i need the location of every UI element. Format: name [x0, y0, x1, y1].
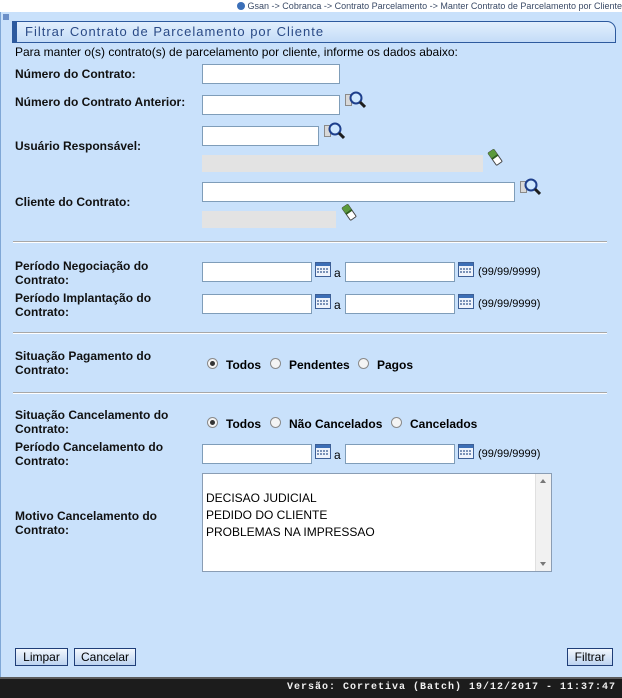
section-divider: [13, 332, 607, 334]
periodo-implantacao-format-hint: (99/99/9999): [478, 298, 541, 310]
gsan-help-icon[interactable]: [237, 2, 245, 10]
situacao-cancelamento-todos-radio[interactable]: [207, 417, 218, 428]
search-usuario-icon[interactable]: [323, 121, 345, 141]
numero-contrato-input[interactable]: [202, 64, 340, 84]
limpar-button[interactable]: Limpar: [15, 648, 68, 666]
periodo-negociacao-inicio-input[interactable]: [202, 262, 312, 282]
motivo-cancelamento-label: Motivo Cancelamento do Contrato:: [15, 509, 158, 537]
calendar-implantacao-inicio-icon[interactable]: [315, 294, 331, 309]
periodo-negociacao-separator: a: [334, 266, 341, 280]
calendar-cancelamento-inicio-icon[interactable]: [315, 444, 331, 459]
cliente-contrato-label: Cliente do Contrato:: [15, 195, 131, 209]
search-cliente-icon[interactable]: [519, 177, 541, 197]
panel-title: Filtrar Contrato de Parcelamento por Cliente: [12, 21, 616, 43]
scroll-up-arrow-icon[interactable]: [540, 479, 546, 483]
cliente-contrato-input[interactable]: [202, 182, 515, 202]
footer-border: [0, 677, 622, 679]
motivo-scrollbar[interactable]: [535, 474, 551, 571]
periodo-cancelamento-separator: a: [334, 448, 341, 462]
calendar-implantacao-fim-icon[interactable]: [458, 294, 474, 309]
usuario-responsavel-input[interactable]: [202, 126, 319, 146]
calendar-cancelamento-fim-icon[interactable]: [458, 444, 474, 459]
breadcrumb: [0, 0, 622, 12]
periodo-cancelamento-inicio-input[interactable]: [202, 444, 312, 464]
situacao-cancelamento-cancelados-label: Cancelados: [410, 417, 478, 431]
situacao-pagamento-todos-label: Todos: [226, 358, 262, 372]
situacao-pagamento-pagos-label: Pagos: [377, 358, 414, 372]
version-text: Versão: Corretiva (Batch) 19/12/2017 - 11:37:47: [286, 682, 616, 693]
motivo-option[interactable]: PROBLEMAS NA IMPRESSAO: [206, 525, 375, 539]
periodo-negociacao-format-hint: (99/99/9999): [478, 266, 541, 278]
periodo-implantacao-fim-input[interactable]: [345, 294, 455, 314]
situacao-pagamento-pendentes-label: Pendentes: [289, 358, 350, 372]
frame-corner-icon: [3, 14, 9, 20]
main-panel: [0, 12, 622, 677]
periodo-cancelamento-label: Período Cancelamento do Contrato:: [15, 440, 164, 468]
periodo-cancelamento-fim-input[interactable]: [345, 444, 455, 464]
calendar-negociacao-fim-icon[interactable]: [458, 262, 474, 277]
section-divider: [13, 241, 607, 243]
periodo-cancelamento-format-hint: (99/99/9999): [478, 448, 541, 460]
situacao-pagamento-pendentes-radio[interactable]: [270, 358, 281, 369]
motivo-option[interactable]: DECISAO JUDICIAL: [206, 491, 317, 505]
intro-text: Para manter o(s) contrato(s) de parcelamento por cliente, informe os dados abaixo:: [15, 45, 458, 59]
calendar-negociacao-inicio-icon[interactable]: [315, 262, 331, 277]
cliente-contrato-description: [202, 211, 336, 228]
situacao-cancelamento-cancelados-radio[interactable]: [391, 417, 402, 428]
periodo-implantacao-separator: a: [334, 298, 341, 312]
periodo-implantacao-inicio-input[interactable]: [202, 294, 312, 314]
numero-contrato-label: Número do Contrato:: [15, 67, 136, 81]
situacao-pagamento-todos-radio[interactable]: [207, 358, 218, 369]
section-divider: [13, 392, 607, 394]
situacao-pagamento-pagos-radio[interactable]: [358, 358, 369, 369]
periodo-implantacao-label: Período Implantação do Contrato:: [15, 291, 152, 319]
periodo-negociacao-label: Período Negociação do Contrato:: [15, 259, 149, 287]
situacao-cancelamento-nao-cancelados-label: Não Cancelados: [289, 417, 383, 431]
scroll-down-arrow-icon[interactable]: [540, 562, 546, 566]
usuario-responsavel-description: [202, 155, 483, 172]
motivo-option[interactable]: PEDIDO DO CLIENTE: [206, 508, 328, 522]
situacao-cancelamento-label: Situação Cancelamento do Contrato:: [15, 408, 169, 436]
filtrar-button[interactable]: Filtrar: [567, 648, 613, 666]
situacao-cancelamento-todos-label: Todos: [226, 417, 262, 431]
cancelar-button[interactable]: Cancelar: [74, 648, 136, 666]
situacao-cancelamento-nao-cancelados-radio[interactable]: [270, 417, 281, 428]
usuario-responsavel-label: Usuário Responsável:: [15, 139, 142, 153]
situacao-pagamento-label: Situação Pagamento do Contrato:: [15, 349, 152, 377]
breadcrumb-text: Gsan -> Cobranca -> Contrato Parcelamento -> Manter Contrato de Parcelamento por Cliente: [247, 1, 622, 11]
version-footer: [0, 677, 622, 698]
search-contrato-anterior-icon[interactable]: [344, 90, 366, 110]
clear-cliente-eraser-icon[interactable]: [341, 204, 357, 222]
motivo-cancelamento-listbox[interactable]: [202, 473, 552, 572]
numero-contrato-anterior-label: Número do Contrato Anterior:: [15, 95, 186, 109]
clear-usuario-eraser-icon[interactable]: [487, 149, 503, 167]
periodo-negociacao-fim-input[interactable]: [345, 262, 455, 282]
numero-contrato-anterior-input[interactable]: [202, 95, 340, 115]
